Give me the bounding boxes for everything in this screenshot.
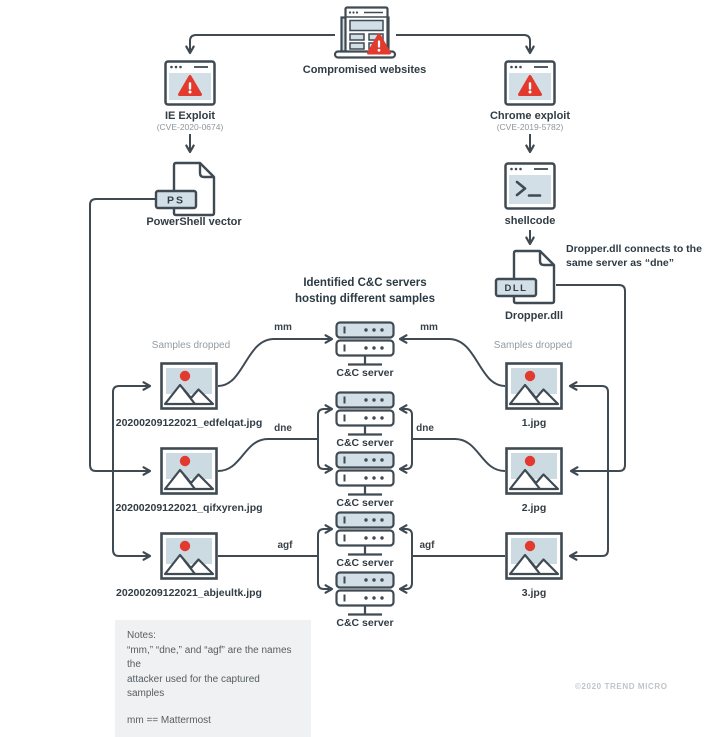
- cnc-server-label-4: C&C server: [336, 557, 394, 569]
- chrome-exploit-icon: [504, 60, 556, 106]
- left-sample-image-icon-3: [160, 532, 218, 580]
- cnc-server-icon-2: [333, 391, 397, 441]
- cnc-server-icon-1: [333, 321, 397, 371]
- compromised-websites-icon: [333, 6, 397, 62]
- cnc-server-icon-4: [333, 511, 397, 561]
- notes-legend: mm == Mattermost: [127, 714, 211, 726]
- right-sample-filename-3: 3.jpg: [521, 587, 547, 599]
- ie-exploit-label: IE Exploit: [164, 110, 216, 122]
- cnc-server-icon-3: [333, 451, 397, 501]
- svg-text:DLL: DLL: [504, 283, 528, 294]
- right-sample-image-icon-2: [505, 447, 563, 495]
- tag-dne-left: dne: [274, 423, 292, 434]
- left-sample-filename-2: 20200209122021_qifxyren.jpg: [115, 502, 263, 514]
- cnc-heading-line2: hosting different samples: [295, 292, 435, 305]
- right-sample-image-icon-3: [505, 532, 563, 580]
- cnc-heading-line1: Identified C&C servers: [303, 277, 427, 289]
- tag-dne-right: dne: [416, 423, 434, 434]
- powershell-file-icon: [154, 160, 218, 218]
- copyright-text: ©2020 TREND MICRO: [575, 682, 668, 691]
- left-sample-filename-1: 20200209122021_edfelqat.jpg: [115, 417, 263, 429]
- left-sample-image-icon-2: [160, 447, 218, 495]
- notes-body-line1: “mm,” “dne,” and “agf” are the names the: [127, 644, 292, 670]
- cnc-server-label-2: C&C server: [336, 437, 394, 449]
- chrome-exploit-cve: (CVE-2019-5782): [496, 122, 564, 132]
- shellcode-label: shellcode: [504, 215, 556, 227]
- tag-agf-right: agf: [419, 540, 435, 551]
- edge-lsample2-to-server2: [318, 409, 332, 439]
- notes-box: [115, 620, 311, 737]
- edge-powershell-to-sample2: [90, 199, 158, 471]
- right-samples-heading: Samples dropped: [493, 340, 573, 351]
- edge-lsample2-trunk: [218, 439, 318, 471]
- cnc-server-label-1: C&C server: [336, 367, 394, 379]
- cnc-server-label-5: C&C server: [336, 617, 394, 629]
- cnc-server-label-3: C&C server: [336, 497, 394, 509]
- right-sample-filename-1: 1.jpg: [521, 417, 547, 429]
- svg-text:PS: PS: [166, 194, 186, 207]
- right-sample-image-icon-1: [505, 362, 563, 410]
- chrome-exploit-label: Chrome exploit: [489, 110, 571, 122]
- compromised-websites-label: Compromised websites: [302, 64, 427, 76]
- left-sample-image-icon-1: [160, 362, 218, 410]
- ie-exploit-cve: (CVE-2020-0674): [156, 122, 224, 132]
- tag-mm-left: mm: [274, 322, 292, 333]
- notes-body-line2: attacker used for the captured samples: [127, 673, 260, 699]
- right-sample-filename-2: 2.jpg: [521, 502, 547, 514]
- dropper-dll-label: Dropper.dll: [504, 310, 564, 322]
- dropper-note: Dropper.dll connects to the same server as “dne”: [566, 243, 702, 269]
- left-sample-filename-3: 20200209122021_abjeultk.jpg: [116, 587, 262, 599]
- edge-rsample2-trunk: [412, 439, 505, 471]
- edge-rsample3-to-server4: [400, 529, 412, 556]
- edge-lsample3-to-server4: [318, 529, 332, 556]
- cnc-server-icon-5: [333, 571, 397, 621]
- notes-title: Notes:: [127, 630, 156, 641]
- shellcode-icon: [504, 162, 556, 210]
- dropper-dll-file-icon: [494, 248, 558, 306]
- tag-mm-right: mm: [420, 322, 438, 333]
- ie-exploit-icon: [164, 60, 216, 106]
- edge-compromised-to-ie: [190, 35, 335, 53]
- left-samples-heading: Samples dropped: [151, 340, 231, 351]
- edge-compromised-to-chrome: [396, 35, 530, 53]
- tag-agf-left: agf: [277, 540, 293, 551]
- cnc-heading: [265, 276, 465, 307]
- powershell-label: PowerShell vector: [146, 216, 242, 228]
